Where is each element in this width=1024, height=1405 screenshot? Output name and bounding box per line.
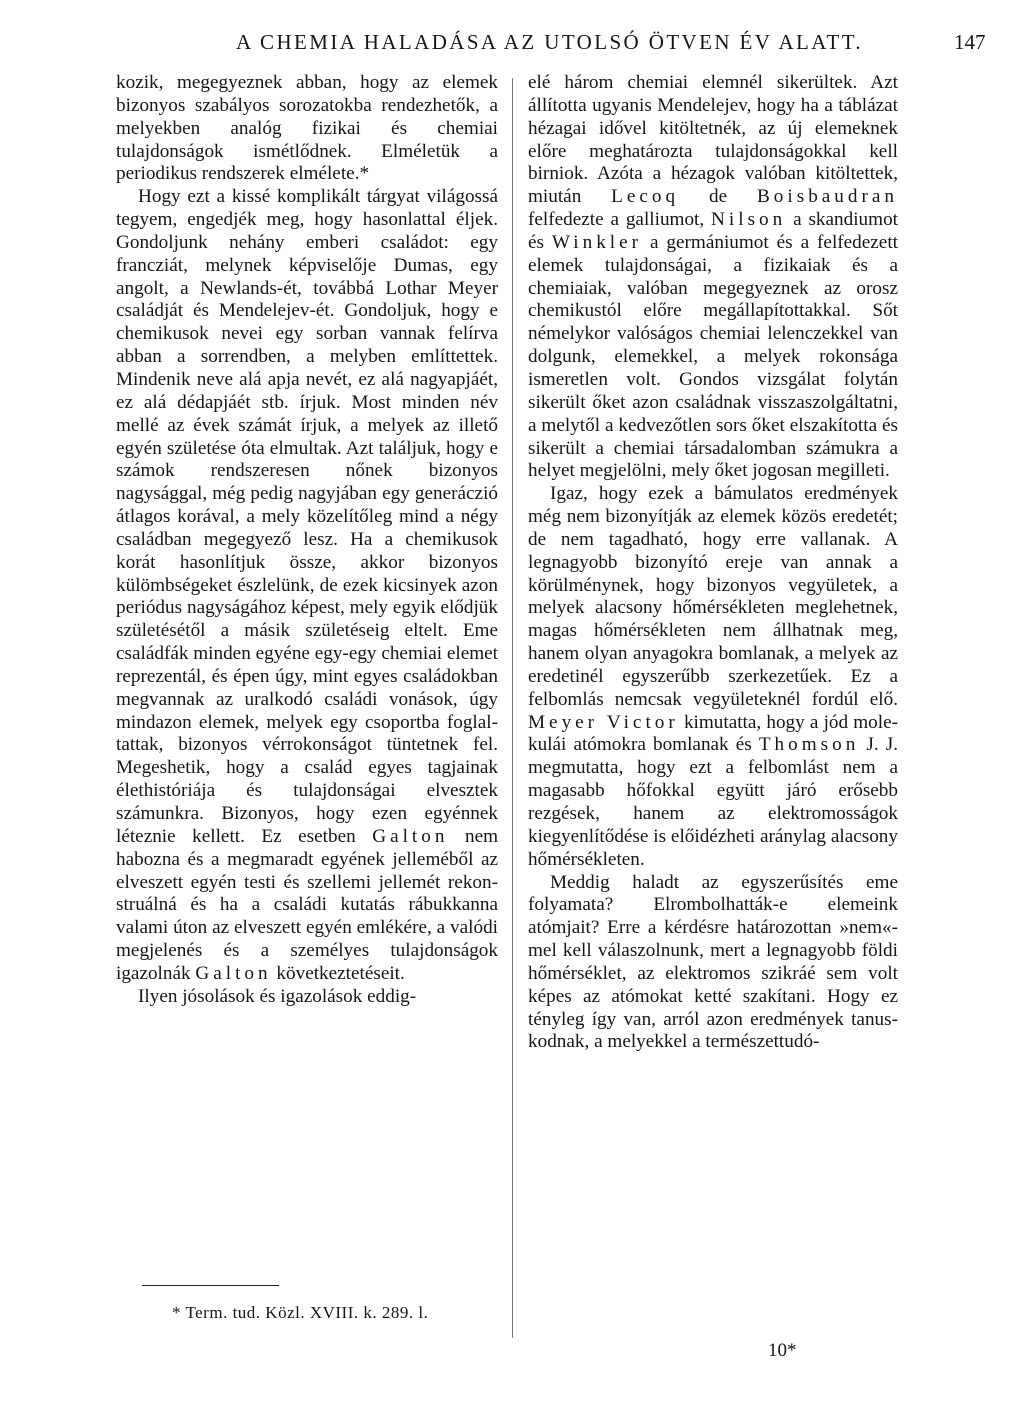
paragraph: elé három chemiai elemnél sikerültek. Azt állította ugyanis Mendelejev, hogy ha a táblázat hézagai idővel kitöltetnék, az új elemeknek előre meghatározta tulajdonságokkal kell birniok. Azóta a hézagok valóban kitöltettek, miután Lecoq de Boisbaudran felfedezte a galliumot, Nilson a skandiumot és Winkler a germániumot és a felfedezett elemek tulajdonságai, a fizikaiak és a chemiaiak, valóban megegyeznek az orosz chemikustól előre megállapítottakkal. Sőt némelykor valóságos chemiai lelenczekkel van dolgunk, elemekkel, a melyek rokonsága ismeretlen volt. Gondos vizsgálat folytán sikerült őket azon családnak visszaszolgáltatni, a melytől a kedvezőtlen sors őket elszakította és sikerült a chemiai társadalomban számukra a helyet megjelölni, mely őket jogosan megilleti.	[528, 72, 899, 482]
author-name: Nilson	[711, 209, 787, 231]
author-name: Galton	[372, 825, 449, 847]
signature-mark: 10*	[768, 1340, 797, 1361]
paragraph: Hogy ezt a kissé komplikált tárgyat világossá tegyem, engedjék meg, hogy hasonlattal éljek. Gondoljunk nehány emberi családot: egy francziát, melynek képviselője Dumas, egy angolt, a Newlands-ét, továbbá Lothar Meyer családját és Mendelejev-ét. Gondoljuk, hogy e chemikusok nevei egy sorban vannak felírva abban a sorrendben, a melyben említtettek. Mindenik neve alá apja nevét, ez alá nagyapjáét, ez alá dédapjáét stb. írjuk. Most minden név mellé az évek számát írjuk, a melyek az illető egyén születése óta elmultak. Azt találjuk, hogy e számok rendszeresen nőnek bizonyos nagysággal, még pedig nagyjában egy generáczió átlagos korával, a mely közelítőleg mind a négy családban megegyező lesz. Ha a chemikusok korát hasonlítjuk össze, akkor bizonyos külömbségeket észlelünk, de ezek kicsinyek azon periódus nagyságához képest, mely egyik elődjük születésétől a másik születéseig eltelt. Eme családfák minden egyéne egy-egy chemiai elemet reprezentál, és épen úgy, mint egyes családokban megvannak az uralkodó családi vonások, úgy mindazon elemek, melyek egy csoportba foglaltattak, bizonyos vérrokonságot tüntetnek fel. Megeshetik, hogy a család egyes tagjainak élethistóriája és tulajdonságai elvesztek számunkra. Bizonyos, hogy ezen egyénnek léteznie kellett. Ez esetben Galton nem habozna és a megmaradt egyének jelleméből az elveszett egyén testi és szellemi jellemét rekonstruálná és ha a családi kutatás rábukkanna valami úton az elveszett egyén emlékére, a valódi megjelenés és a személyes tulajdonságok igazolnák Galton következtetéseit.	[116, 186, 499, 984]
running-header	[0, 30, 1024, 60]
footnote: * Term. tud. Közl. XVIII. k. 289. l.	[172, 1303, 429, 1322]
author-name: Winkler	[551, 231, 643, 253]
author-name: Meyer Victor	[528, 711, 679, 733]
author-name: Lecoq	[611, 186, 680, 208]
column-divider	[512, 78, 513, 1338]
left-column	[116, 72, 498, 1009]
page-number: 147	[954, 30, 986, 54]
footnote-rule	[142, 1285, 279, 1286]
paragraph: kozik, megegyeznek abban, hogy az elemek bizonyos szabályos sorozatokba rendezhetők, a melyekben analóg fizikai és chemiai tulajdonságok ismétlődnek. Elméletük a periodikus rendszerek elmélete.*	[116, 72, 498, 185]
author-name: Galton	[195, 962, 272, 984]
paragraph: Meddig haladt az egyszerűsítés eme folyamata? Elrombolhatták-e elemeink atómjait? Erre a kérdésre határozottan »nem«-mel kell válaszolnunk, mert a legnagyobb földi hőmérséklet, az elektromos szikráé sem volt képes az atómokat ketté szakítani. Hogy ez tényleg így van, arról azon eredmények tanuskodnak, a melyekkel a természettudó-	[528, 871, 898, 1053]
author-name: Thomson	[758, 734, 860, 756]
author-name: Boisbaudran	[757, 186, 898, 208]
right-column	[528, 72, 898, 1054]
paragraph: Ilyen jósolások és igazolások eddig-	[138, 985, 417, 1007]
paragraph: Igaz, hogy ezek a bámulatos eredmények még nem bizonyítják az elemek közös eredetét; de nem tagadható, hogy erre vallanak. A legnagyobb bizonyító ereje van annak a körülménynek, hogy bizonyos vegyületek, a melyek alacsony hőmérsékleten meglehetnek, magas hőmérsékleten nem állhatnak meg, hanem olyan anyagokra bomlanak, a melyek az eredetinél egyszerűbb szerkezetűek. Ez a felbomlás nemcsak vegyületeknél fordúl elő. Meyer Victor kimutatta, hogy a jód molekulái atómokra bomlanak és Thomson J. J. megmutatta, hogy ezt a felbomlást nem a magasabb hőfokkal együtt járó erősebb rezgések, hanem az elektromosságok kiegyenlítődése is előidézheti aránylag alacsony hőmérsékleten.	[528, 483, 899, 870]
running-title: A CHEMIA HALADÁSA AZ UTOLSÓ ÖTVEN ÉV ALATT.	[236, 30, 864, 54]
